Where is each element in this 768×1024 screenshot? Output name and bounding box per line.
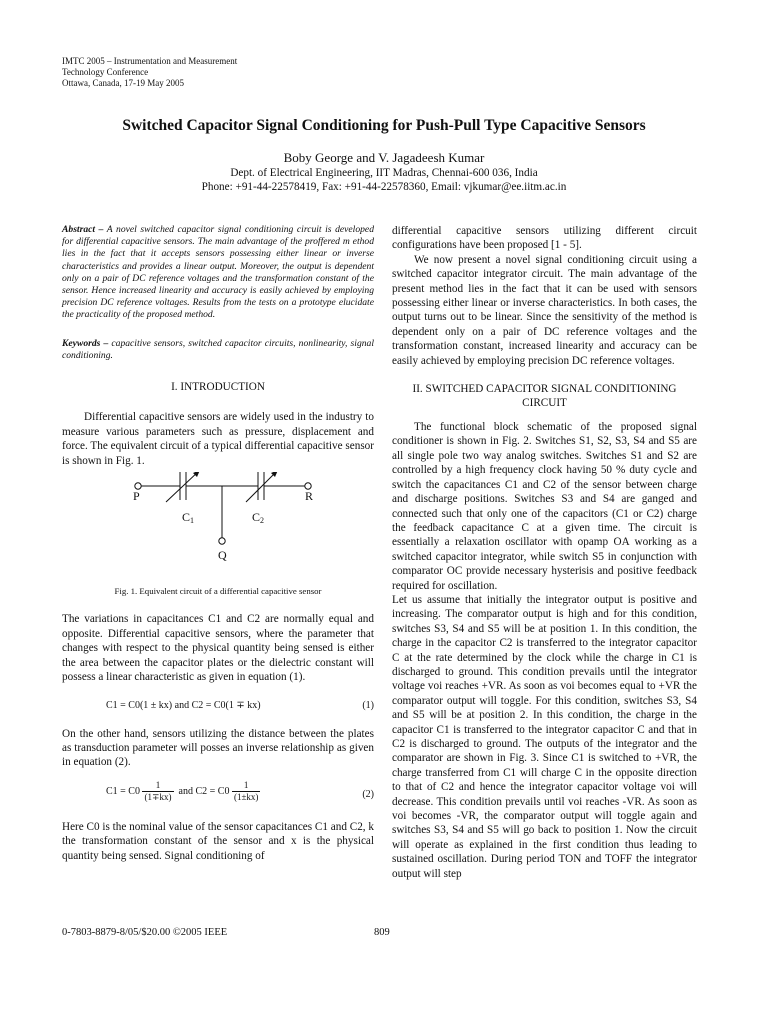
- equation-1-body: C1 = C0(1 ± kx) and C2 = C0(1 ∓ kx): [106, 699, 261, 711]
- section-heading-introduction: I. INTRODUCTION: [171, 381, 265, 394]
- keywords: [62, 338, 374, 362]
- capacitor-c2-label: $C_2$: [252, 510, 265, 526]
- equation-2: [62, 780, 374, 810]
- section2-paragraph-2: Let us assume that initially the integrator output is positive and increasing. The comparator output is high and for this condition, switches S3, S4 and S5 will be at position 1. In this condition, the charge in the capacitor C2 is transferred to the integrator capacitor C at the rate determined by the clock while the charge in C1 is discharged to ground. This condition prevails until the integrator voltage voi reaches +VR. As soon as voi becomes equal to +VR the comparator output will toggle. For this condition, switches S3, S4 and S5 will be at position 2. In this condition, the charge in the capacitor C1 is transferred to the integrator capacitor C and that in C2 is discharged to ground. The outputs of the integrator and the comparator are shown in Fig. 3. Since C1 is switched to +VR, the charge transferred from C1 will charge C in the opposite direction to that of C2 and hence the integrator capacitor voltage voi will decrease. This condition prevails until voi reaches -VR. As soon as voi becomes -VR, the comparator output will toggle again and switches S3, S4 and S5 will go back to position 1. Now the circuit will operate as explained in the first condition thus leading to sustained oscillation. During period TON and TOFF the integrator output will step: [392, 593, 697, 880]
- equation-2-body: [106, 780, 260, 803]
- copyright-footer: 0-7803-8879-8/05/$20.00 ©2005 IEEE: [62, 927, 228, 938]
- section-heading-2-line2: CIRCUIT: [522, 397, 567, 410]
- right-column: [392, 224, 697, 881]
- equation-2-fraction-2: $\frac{1}{(1\pm kx)}$: [233, 779, 259, 802]
- abstract-label: Abstract –: [62, 224, 104, 235]
- intro-paragraph-4: Here C0 is the nominal value of the sensor capacitances C1 and C2, k the transformation constant of the sensor and x is the physical quantity being sensed. Signal conditioning of: [62, 820, 374, 862]
- node-r-label: R: [305, 489, 314, 504]
- left-column: [62, 224, 374, 863]
- section-heading-2-line1: II. SWITCHED CAPACITOR SIGNAL CONDITIONING: [412, 383, 677, 396]
- intro-paragraph-1: Differential capacitive sensors are widely used in the industry to measure various parameters such as pressure, displacement and force. The equivalent circuit of a typical differential capacitive sensor is shown in Fig. 1.: [62, 411, 374, 467]
- equation-2-mid: and C2 = C0: [178, 785, 230, 797]
- affiliation: [0, 166, 768, 194]
- abstract: [62, 224, 374, 322]
- equation-1-number: (1): [362, 699, 374, 711]
- right-paragraph-2: We now present a novel signal conditioning circuit using a switched capacitor integrator circuit. The main advantage of the present method lies in the fact that it can be used with sensors possessing either linear or inverse characteristics. In both cases, the output turns out to be linear. Since the sensitivity of the method is dependent only on a pair of DC reference voltages and the transformation constant, increased linearity and accuracy can be easily achieved by employing precision DC reference voltages.: [392, 253, 697, 367]
- intro-paragraph-3: On the other hand, sensors utilizing the distance between the plates as transduction parameter will posses an inverse relationship as given in equation (2).: [62, 727, 374, 769]
- conference-header: [62, 56, 237, 89]
- node-p-label: P: [133, 489, 140, 504]
- keywords-text: capacitive sensors, switched capacitor circuits, nonlinearity, signal conditioning.: [62, 337, 374, 361]
- equivalent-circuit-diagram: [62, 472, 374, 582]
- capacitor-c1-label: $C_1$: [182, 510, 195, 526]
- equation-2-left: C1 = C0: [106, 785, 140, 797]
- intro-paragraph-2: The variations in capacitances C1 and C2 are normally equal and opposite. Differential capacitive sensors, where the parameter that changes with respect to the physical quantity being sensed is either the area between the capacitor plates or the dielectric constant will possess a linear characteristic as given in equation (1).: [62, 613, 374, 684]
- node-q-label: Q: [218, 548, 227, 563]
- abstract-text: A novel switched capacitor signal conditioning circuit is developed for differential capacitive sensors. The main advantage of the proffered m ethod lies in the fact that it accepts sensors possessing either linear or inverse characteristics and provides a linear output. Moreover, the output is dependent only on a pair of DC reference voltages and the transformation constant of the sensor. Hence increased linearity and accuracy is easily achieved by employing precision DC reference voltages. Results from the tests on a prototype elucidate the practicality of the proposed method.: [62, 224, 374, 321]
- equation-1: [62, 695, 374, 717]
- conference-line: Technology Conference: [62, 67, 149, 77]
- figure-1-caption: Fig. 1. Equivalent circuit of a differential capacitive sensor: [114, 586, 322, 597]
- section-heading-2: [392, 382, 697, 410]
- conference-line: IMTC 2005 – Instrumentation and Measurement: [62, 56, 238, 66]
- affiliation-line: Dept. of Electrical Engineering, IIT Madras, Chennai-600 036, India: [230, 167, 538, 179]
- keywords-label: Keywords –: [62, 337, 109, 349]
- page-number: 809: [374, 927, 390, 938]
- right-paragraph-1: differential capacitive sensors utilizing different circuit configurations have been proposed [1 - 5].: [392, 225, 697, 252]
- section2-paragraph-1: The functional block schematic of the proposed signal conditioner is shown in Fig. 2. Switches S1, S2, S3, S4 and S5 are all single pole two way analog switches. Switches S1 and S2 are controlled by a high frequency clock having 50 % duty cycle and switch the capacitances C1 and C2 of the sensor between charge and discharge positions. Switches S3 and S4 are ganged and connected such that only one of the capacitors (C1 or C2) charge the feedback capacitance C at a given time. The circuit is essentially a relaxation oscillator with opamp OA working as a switched capacitor integrator, while switch S5 in conjunction with comparator OC provide necessary hysterisis and positive feedback required for oscillation.: [392, 421, 697, 592]
- equation-2-fraction-1: $\frac{1}{(1\mp kx)}$: [144, 779, 172, 802]
- conference-line: Ottawa, Canada, 17-19 May 2005: [62, 78, 184, 88]
- contact-line: Phone: +91-44-22578419, Fax: +91-44-22578360, Email: vjkumar@ee.iitm.ac.in: [201, 181, 567, 193]
- figure-1: [62, 472, 374, 582]
- paper-title: Switched Capacitor Signal Conditioning for Push-Pull Type Capacitive Sensors: [122, 117, 646, 134]
- paper-authors: Boby George and V. Jagadeesh Kumar: [283, 150, 485, 165]
- equation-2-number: (2): [362, 788, 374, 800]
